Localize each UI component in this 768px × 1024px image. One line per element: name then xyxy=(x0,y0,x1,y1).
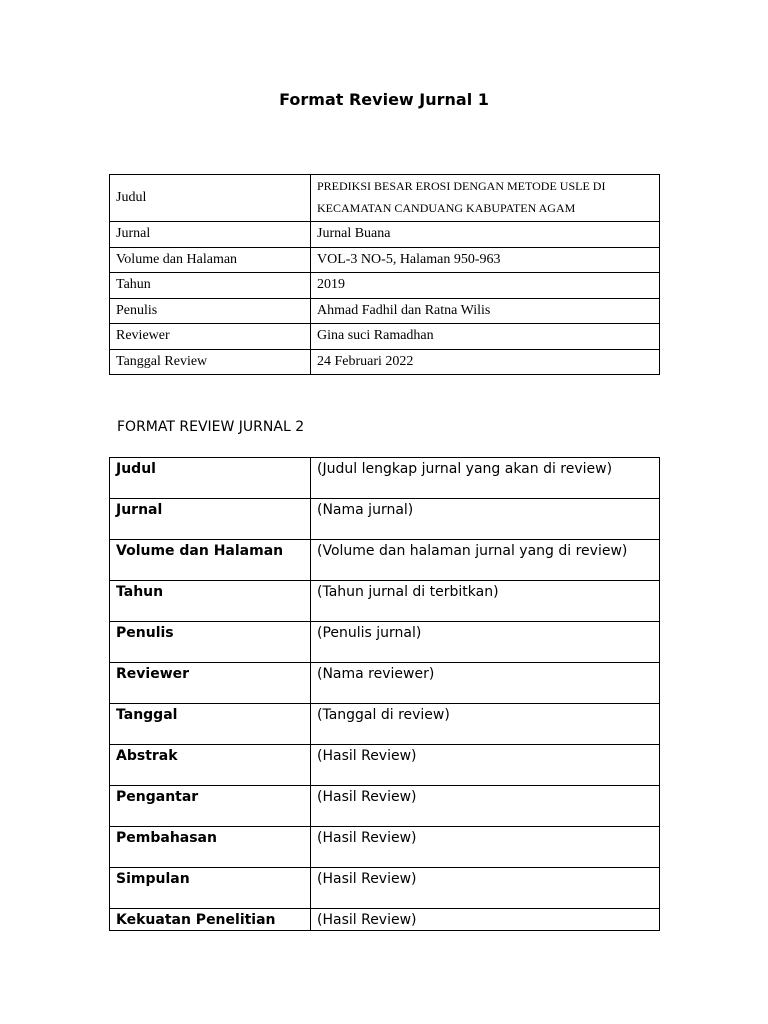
row-value xyxy=(311,175,660,222)
row-value: (Judul lengkap jurnal yang akan di review) xyxy=(311,458,660,499)
row-value: 24 Februari 2022 xyxy=(311,349,660,375)
row-value: (Hasil Review) xyxy=(311,909,660,931)
table-row-judul xyxy=(110,175,660,222)
table-row-reviewer xyxy=(110,324,660,350)
table-row-pembahasan xyxy=(110,827,660,868)
row-label: Pengantar xyxy=(110,786,311,827)
row-label: Abstrak xyxy=(110,745,311,786)
review-table-2 xyxy=(109,457,660,931)
table-row-simpulan xyxy=(110,868,660,909)
row-label: Reviewer xyxy=(110,324,311,350)
section-heading: FORMAT REVIEW JURNAL 2 xyxy=(117,419,305,435)
table-row-volume xyxy=(110,247,660,273)
row-value: (Nama jurnal) xyxy=(311,499,660,540)
table-row-jurnal xyxy=(110,499,660,540)
row-label: Volume dan Halaman xyxy=(110,247,311,273)
row-value: (Tahun jurnal di terbitkan) xyxy=(311,581,660,622)
row-value: (Hasil Review) xyxy=(311,868,660,909)
row-label: Penulis xyxy=(110,622,311,663)
row-label: Jurnal xyxy=(110,222,311,248)
table-row-tanggal xyxy=(110,704,660,745)
row-value: Ahmad Fadhil dan Ratna Wilis xyxy=(311,298,660,324)
row-value: VOL-3 NO-5, Halaman 950-963 xyxy=(311,247,660,273)
table-row-tahun xyxy=(110,273,660,299)
row-value: (Hasil Review) xyxy=(311,827,660,868)
row-label: Pembahasan xyxy=(110,827,311,868)
table-row-tanggal-review xyxy=(110,349,660,375)
table-row-kekuatan-penelitian xyxy=(110,909,660,931)
judul-line-1: PREDIKSI BESAR EROSI DENGAN METODE USLE DI xyxy=(317,179,606,193)
row-value: Gina suci Ramadhan xyxy=(311,324,660,350)
row-value: 2019 xyxy=(311,273,660,299)
row-value: (Hasil Review) xyxy=(311,786,660,827)
table-row-pengantar xyxy=(110,786,660,827)
row-label: Judul xyxy=(110,175,311,222)
row-value: (Hasil Review) xyxy=(311,745,660,786)
table-row-abstrak xyxy=(110,745,660,786)
page-title: Format Review Jurnal 1 xyxy=(279,90,489,109)
row-label: Reviewer xyxy=(110,663,311,704)
row-value: (Tanggal di review) xyxy=(311,704,660,745)
row-label: Volume dan Halaman xyxy=(110,540,311,581)
row-value: Jurnal Buana xyxy=(311,222,660,248)
judul-line-2: KECAMATAN CANDUANG KABUPATEN AGAM xyxy=(317,201,576,215)
row-label: Penulis xyxy=(110,298,311,324)
row-label: Judul xyxy=(110,458,311,499)
row-label: Tahun xyxy=(110,273,311,299)
table-row-jurnal xyxy=(110,222,660,248)
table-row-reviewer xyxy=(110,663,660,704)
row-label: Jurnal xyxy=(110,499,311,540)
row-value: (Volume dan halaman jurnal yang di review) xyxy=(311,540,660,581)
table-row-judul xyxy=(110,458,660,499)
row-label: Tahun xyxy=(110,581,311,622)
row-label: Tanggal xyxy=(110,704,311,745)
row-label: Simpulan xyxy=(110,868,311,909)
review-table-1 xyxy=(109,174,660,375)
row-value: (Penulis jurnal) xyxy=(311,622,660,663)
table-row-penulis xyxy=(110,298,660,324)
table-row-penulis xyxy=(110,622,660,663)
row-label: Tanggal Review xyxy=(110,349,311,375)
table-row-volume xyxy=(110,540,660,581)
row-label: Kekuatan Penelitian xyxy=(110,909,311,931)
table-row-tahun xyxy=(110,581,660,622)
row-value: (Nama reviewer) xyxy=(311,663,660,704)
